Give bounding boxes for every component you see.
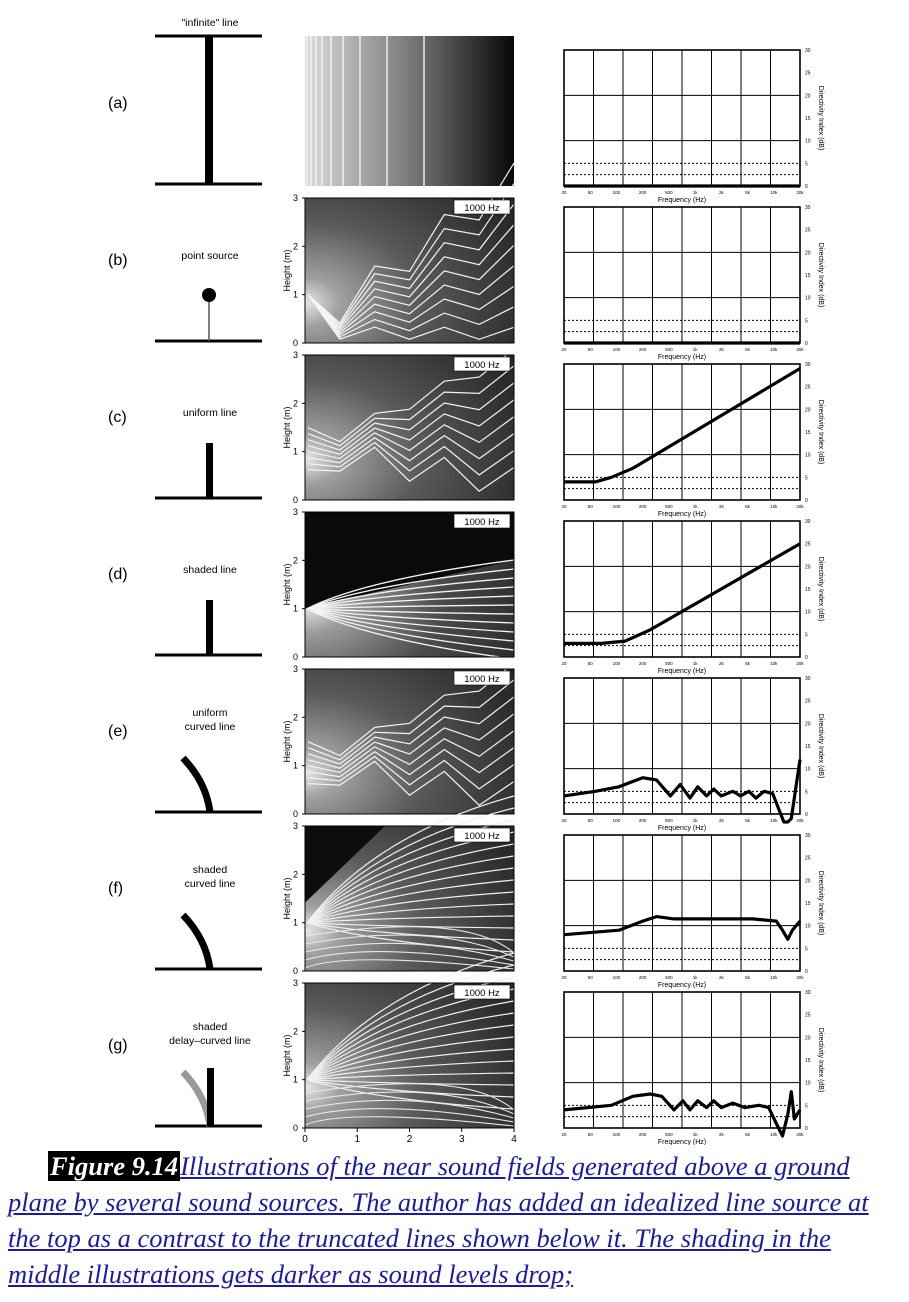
- figure-row-f: [108, 796, 824, 989]
- x-tick-label: 20: [561, 504, 567, 509]
- y-tick-label: 3: [292, 664, 298, 674]
- x-tick-label: 200: [638, 190, 647, 195]
- y-tick-label: 30: [805, 48, 811, 54]
- y-axis-label: Directivity Index (dB): [817, 399, 824, 465]
- y-tick-label: 20: [805, 878, 811, 885]
- frequency-label: 1000 Hz: [464, 203, 500, 214]
- y-tick-label: 2: [292, 398, 298, 409]
- x-tick-label: 100: [612, 347, 621, 352]
- y-tick-label: 3: [292, 978, 298, 988]
- y-axis-label: Directivity Index (dB): [817, 1027, 824, 1093]
- x-tick-label: 5k: [745, 1132, 750, 1137]
- y-tick-label: 15: [805, 116, 811, 122]
- y-tick-label: 30: [805, 362, 811, 368]
- y-tick-label: 25: [805, 70, 811, 77]
- x-axis-label: Frequency (Hz): [657, 1139, 707, 1145]
- y-tick-label: 25: [805, 855, 811, 862]
- field-x-axis: [302, 1128, 517, 1145]
- row-title: shaded line: [183, 564, 237, 576]
- x-axis-label: Frequency (Hz): [657, 197, 707, 204]
- x-tick-label: 10k: [770, 504, 778, 509]
- x-tick-label: 5k: [745, 190, 750, 195]
- x-tick-label: 20k: [796, 818, 804, 823]
- frequency-label: 1000 Hz: [464, 517, 500, 528]
- x-tick-label: 500: [665, 661, 673, 666]
- x-tick-label: 100: [612, 975, 621, 980]
- sound-field-plot: [305, 36, 514, 186]
- y-tick-label: 15: [805, 1058, 811, 1064]
- y-axis-label: Height (m): [282, 720, 292, 763]
- y-tick-label: 30: [805, 676, 811, 682]
- x-tick-label: 5k: [745, 347, 750, 352]
- sound-field-plot: [282, 507, 514, 662]
- sound-field-plot: [282, 663, 514, 819]
- x-tick-label: 2k: [718, 661, 724, 666]
- y-tick-label: 3: [292, 821, 298, 831]
- y-tick-label: 2: [292, 555, 298, 566]
- y-tick-label: 5: [805, 1103, 808, 1110]
- y-tick-label: 0: [805, 655, 808, 661]
- x-tick-label: 500: [665, 347, 673, 352]
- line-source-icon: [206, 600, 213, 655]
- x-tick-label: 5k: [745, 661, 750, 666]
- x-tick-label: 2k: [718, 818, 724, 823]
- y-tick-label: 0: [805, 969, 808, 975]
- y-axis-label: Directivity Index (dB): [817, 85, 824, 151]
- directivity-plot: [561, 519, 824, 675]
- figure-row-c: [108, 349, 824, 518]
- y-tick-label: 0: [805, 812, 808, 818]
- directivity-plot: [561, 205, 824, 361]
- row-title: shaded: [192, 1021, 228, 1033]
- row-title: curved line: [184, 721, 236, 733]
- y-tick-label: 0: [292, 338, 298, 348]
- figure-caption: [8, 1148, 903, 1292]
- y-tick-label: 5: [805, 475, 808, 482]
- y-tick-label: 30: [805, 833, 811, 839]
- x-tick-label: 1k: [692, 190, 698, 195]
- y-tick-label: 5: [805, 789, 808, 796]
- y-tick-label: 3: [292, 193, 298, 203]
- row-title: "infinite" line: [181, 17, 239, 29]
- sound-field-plot: [282, 953, 514, 1133]
- x-tick-label: 5k: [745, 504, 750, 509]
- row-title: uniform: [192, 707, 228, 719]
- directivity-plot: [561, 48, 824, 204]
- x-tick-label: 500: [665, 975, 673, 980]
- sound-field-plot: [282, 163, 514, 348]
- frequency-label: 1000 Hz: [464, 831, 500, 842]
- y-tick-label: 20: [805, 564, 811, 571]
- x-tick-label: 2k: [718, 347, 724, 352]
- x-tick-label: 20k: [796, 347, 804, 352]
- x-tick-label: 4: [511, 1134, 517, 1145]
- row-letter: (b): [108, 252, 128, 269]
- y-tick-label: 0: [292, 652, 298, 662]
- x-tick-label: 50: [587, 190, 593, 195]
- x-tick-label: 2k: [718, 504, 724, 509]
- y-tick-label: 0: [805, 184, 808, 190]
- y-tick-label: 20: [805, 1035, 811, 1042]
- x-tick-label: 500: [665, 818, 673, 823]
- y-tick-label: 20: [805, 250, 811, 257]
- x-tick-label: 50: [587, 975, 593, 980]
- figure-number[interactable]: Figure 9.14: [50, 1151, 179, 1181]
- x-tick-label: 1k: [692, 975, 698, 980]
- y-tick-label: 30: [805, 205, 811, 211]
- x-tick-label: 10k: [770, 1132, 778, 1137]
- row-title: point source: [181, 250, 239, 262]
- sound-field-plot: [282, 796, 514, 976]
- y-tick-label: 15: [805, 273, 811, 279]
- x-tick-label: 2k: [718, 975, 724, 980]
- x-tick-label: 20: [561, 190, 567, 195]
- y-tick-label: 3: [292, 507, 298, 517]
- y-axis-label: Height (m): [282, 563, 292, 606]
- x-tick-label: 10k: [770, 190, 778, 195]
- x-tick-label: 1k: [692, 504, 698, 509]
- x-axis-label: Frequency (Hz): [657, 354, 707, 361]
- x-tick-label: 1k: [692, 347, 698, 352]
- y-tick-label: 15: [805, 587, 811, 593]
- x-tick-label: 1k: [692, 818, 698, 823]
- y-tick-label: 15: [805, 901, 811, 907]
- x-tick-label: 50: [587, 347, 593, 352]
- y-tick-label: 0: [805, 341, 808, 347]
- directivity-plot: [561, 833, 824, 989]
- x-tick-label: 200: [638, 347, 647, 352]
- frequency-label: 1000 Hz: [464, 988, 500, 999]
- y-tick-label: 0: [805, 498, 808, 504]
- x-tick-label: 20: [561, 1132, 567, 1137]
- y-tick-label: 25: [805, 1012, 811, 1019]
- x-axis-label: Frequency (Hz): [657, 511, 707, 518]
- y-axis-label: Height (m): [282, 877, 292, 920]
- y-tick-label: 10: [805, 1080, 811, 1087]
- y-tick-label: 1: [292, 289, 298, 300]
- row-title: uniform line: [182, 407, 238, 419]
- row-title: delay–curved line: [169, 1035, 251, 1047]
- y-tick-label: 5: [805, 946, 808, 953]
- x-tick-label: 1: [354, 1134, 361, 1145]
- x-axis-label: Frequency (Hz): [657, 982, 707, 989]
- y-tick-label: 10: [805, 295, 811, 302]
- x-tick-label: 20: [561, 975, 567, 980]
- x-tick-label: 100: [612, 818, 621, 823]
- x-tick-label: 100: [612, 504, 621, 509]
- frequency-label: 1000 Hz: [464, 360, 500, 371]
- figure-row-g: [108, 953, 824, 1145]
- figure-row-a: [108, 17, 824, 204]
- y-tick-label: 20: [805, 93, 811, 100]
- y-tick-label: 30: [805, 990, 811, 996]
- x-tick-label: 5k: [745, 975, 750, 980]
- x-tick-label: 50: [587, 504, 593, 509]
- figure-row-b: [108, 163, 824, 361]
- x-tick-label: 20k: [796, 190, 804, 195]
- x-axis-label: Frequency (Hz): [657, 825, 707, 832]
- y-tick-label: 1: [292, 603, 298, 614]
- frequency-label: 1000 Hz: [464, 674, 500, 685]
- x-tick-label: 20: [561, 661, 567, 666]
- y-tick-label: 25: [805, 698, 811, 705]
- point-source-icon: [202, 288, 216, 302]
- y-tick-label: 2: [292, 241, 298, 252]
- y-tick-label: 2: [292, 712, 298, 723]
- caption-text[interactable]: Illustrations of the near sound fields generated above a ground plane by several sound sources. The author has added an idealized line source at the top as a contrast to the truncated lines shown below it. The shading in the middle illustrations gets darker as sound levels drop;: [8, 1151, 869, 1289]
- y-axis-label: Directivity Index (dB): [817, 242, 824, 308]
- y-tick-label: 25: [805, 541, 811, 548]
- y-axis-label: Directivity Index (dB): [817, 870, 824, 936]
- x-tick-label: 200: [638, 818, 647, 823]
- x-tick-label: 200: [638, 1132, 647, 1137]
- row-letter: (e): [108, 723, 128, 740]
- figure-row-e: [108, 663, 824, 832]
- y-tick-label: 3: [292, 350, 298, 360]
- curved-line-source-icon: [183, 758, 210, 812]
- x-tick-label: 100: [612, 1132, 621, 1137]
- infinite-line-source: [205, 36, 213, 184]
- directivity-plot: [561, 990, 824, 1145]
- x-tick-label: 50: [587, 661, 593, 666]
- figure-row-d: [108, 507, 824, 675]
- x-tick-label: 500: [665, 1132, 673, 1137]
- row-letter: (a): [108, 95, 128, 112]
- y-axis-label: Height (m): [282, 249, 292, 292]
- y-tick-label: 1: [292, 1074, 298, 1085]
- y-tick-label: 0: [292, 495, 298, 505]
- y-tick-label: 10: [805, 766, 811, 773]
- row-letter: (f): [108, 880, 124, 897]
- y-tick-label: 2: [292, 1026, 298, 1037]
- x-tick-label: 500: [665, 504, 673, 509]
- y-tick-label: 10: [805, 452, 811, 459]
- x-tick-label: 20: [561, 347, 567, 352]
- y-tick-label: 15: [805, 430, 811, 436]
- curved-line-source-icon: [183, 915, 210, 969]
- row-letter: (g): [108, 1037, 128, 1054]
- x-tick-label: 0: [302, 1134, 308, 1145]
- field-background: [305, 669, 514, 814]
- y-tick-label: 5: [805, 318, 808, 325]
- x-tick-label: 200: [638, 504, 647, 509]
- y-tick-label: 2: [292, 869, 298, 880]
- x-tick-label: 20: [561, 818, 567, 823]
- y-axis-label: Directivity Index (dB): [817, 556, 824, 622]
- x-tick-label: 3: [458, 1134, 465, 1145]
- field-background: [305, 355, 514, 500]
- curved-line-source-icon: [183, 1072, 210, 1126]
- y-tick-label: 0: [292, 809, 298, 819]
- row-letter: (c): [108, 409, 127, 426]
- field-background: [305, 36, 514, 186]
- x-tick-label: 10k: [770, 661, 778, 666]
- x-tick-label: 1k: [692, 661, 698, 666]
- directivity-plot: [561, 676, 824, 832]
- line-source-icon: [206, 443, 213, 498]
- y-tick-label: 1: [292, 760, 298, 771]
- y-tick-label: 0: [292, 1123, 298, 1133]
- directivity-plot: [561, 362, 824, 518]
- x-tick-label: 5k: [745, 818, 750, 823]
- x-tick-label: 100: [612, 190, 621, 195]
- y-tick-label: 10: [805, 138, 811, 145]
- line-source-icon: [207, 1068, 214, 1126]
- row-title: curved line: [184, 878, 236, 890]
- row-title: shaded: [192, 864, 228, 876]
- x-tick-label: 20k: [796, 661, 804, 666]
- x-tick-label: 100: [612, 661, 621, 666]
- x-tick-label: 10k: [770, 975, 778, 980]
- row-letter: (d): [108, 566, 128, 583]
- y-axis-label: Height (m): [282, 406, 292, 449]
- x-tick-label: 1k: [692, 1132, 698, 1137]
- figure-rows: [108, 17, 824, 1145]
- y-tick-label: 0: [292, 966, 298, 976]
- x-tick-label: 2: [406, 1134, 413, 1145]
- y-tick-label: 25: [805, 227, 811, 234]
- x-tick-label: 10k: [770, 818, 778, 823]
- y-axis-label: Height (m): [282, 1034, 292, 1077]
- x-tick-label: 200: [638, 975, 647, 980]
- y-tick-label: 1: [292, 446, 298, 457]
- y-tick-label: 15: [805, 744, 811, 750]
- y-tick-label: 0: [805, 1126, 808, 1132]
- x-tick-label: 50: [587, 1132, 593, 1137]
- y-tick-label: 1: [292, 917, 298, 928]
- x-tick-label: 20k: [796, 975, 804, 980]
- x-tick-label: 2k: [718, 190, 724, 195]
- x-tick-label: 500: [665, 190, 673, 195]
- x-tick-label: 50: [587, 818, 593, 823]
- y-tick-label: 5: [805, 161, 808, 168]
- x-tick-label: 200: [638, 661, 647, 666]
- y-tick-label: 10: [805, 609, 811, 616]
- x-tick-label: 20k: [796, 1132, 804, 1137]
- x-tick-label: 20k: [796, 504, 804, 509]
- x-tick-label: 10k: [770, 347, 778, 352]
- y-tick-label: 5: [805, 632, 808, 639]
- y-tick-label: 20: [805, 721, 811, 728]
- y-tick-label: 30: [805, 519, 811, 525]
- y-axis-label: Directivity Index (dB): [817, 713, 824, 779]
- x-axis-label: Frequency (Hz): [657, 668, 707, 675]
- x-tick-label: 2k: [718, 1132, 724, 1137]
- y-tick-label: 10: [805, 923, 811, 930]
- y-tick-label: 20: [805, 407, 811, 414]
- sound-field-plot: [282, 349, 514, 505]
- y-tick-label: 25: [805, 384, 811, 391]
